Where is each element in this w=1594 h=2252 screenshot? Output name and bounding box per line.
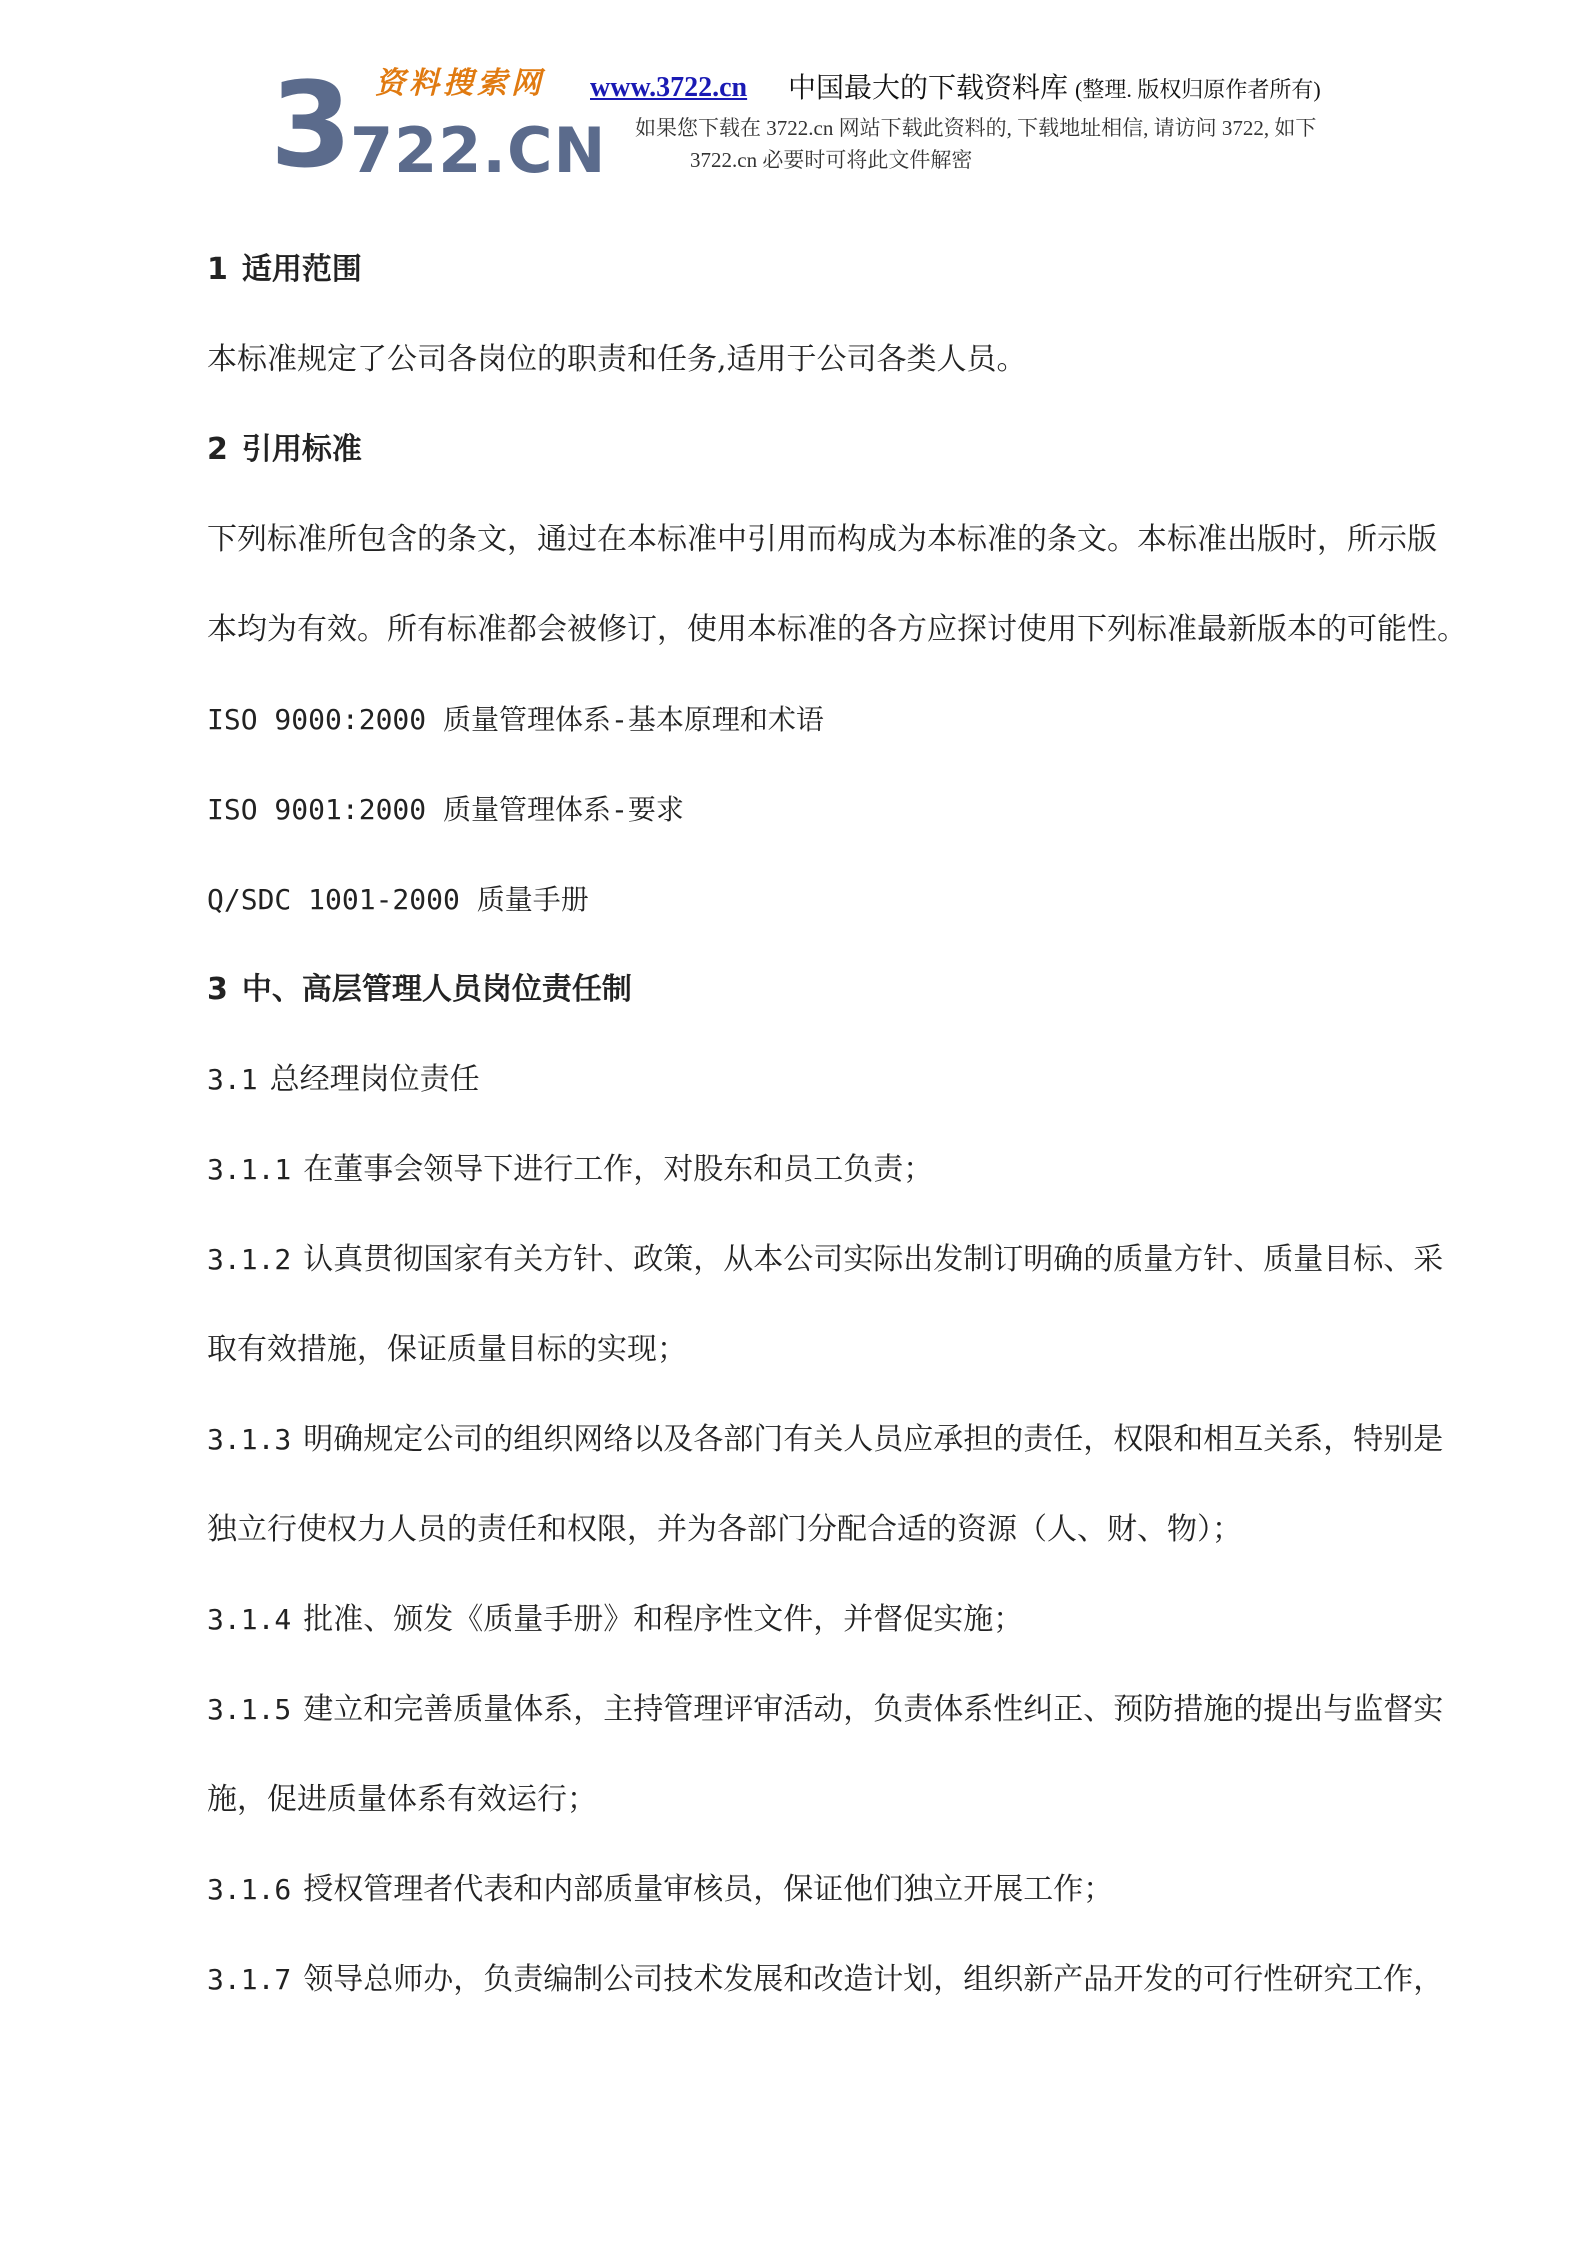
line-text: 在董事会领导下进行工作，对股东和员工负责； <box>303 1152 934 1187</box>
line-text: 授权管理者代表和内部质量审核员，保证他们独立开展工作； <box>303 1872 1114 1907</box>
clause-number: 1 <box>207 252 228 287</box>
page-header <box>270 56 1470 194</box>
clause-number: 3.1.6 <box>207 1873 292 1906</box>
line-text: 引用标准 <box>241 432 362 467</box>
clause-number: 3 <box>207 972 228 1007</box>
site-url-link[interactable]: www.3722.cn <box>590 72 748 103</box>
body-paragraph-line <box>207 1770 1507 1860</box>
clause-number: 3.1.2 <box>207 1243 292 1276</box>
line-text: 适用范围 <box>241 252 362 287</box>
line-text: 取有效措施，保证质量目标的实现； <box>207 1332 687 1367</box>
line-text: 总经理岗位责任 <box>269 1062 480 1097</box>
section-heading <box>207 420 1507 510</box>
line-text: Q/SDC 1001-2000 质量手册 <box>207 883 589 916</box>
line-text: ISO 9000:2000 质量管理体系-基本原理和术语 <box>207 703 824 736</box>
body-paragraph-line <box>207 600 1507 690</box>
site-logo[interactable] <box>270 56 607 194</box>
slogan-text: 中国最大的下载资料库 <box>788 73 1069 104</box>
clause-number: 2 <box>207 432 228 467</box>
clause-number: 3.1.7 <box>207 1963 292 1996</box>
line-text: 独立行使权力人员的责任和权限，并为各部门分配合适的资源（人、财、物）； <box>207 1512 1242 1547</box>
line-text: 批准、颁发《质量手册》和程序性文件，并督促实施； <box>303 1602 1024 1637</box>
line-text: 建立和完善质量体系，主持管理评审活动，负责体系性纠正、预防措施的提出与监督实 <box>303 1692 1444 1727</box>
logo-domain: 722.CN <box>350 114 607 187</box>
clause-number: 3.1.1 <box>207 1153 292 1186</box>
line-text: 本均为有效。所有标准都会被修订，使用本标准的各方应探讨使用下列标准最新版本的可能性。 <box>207 612 1467 647</box>
clause-number: 3.1.4 <box>207 1603 292 1636</box>
body-paragraph-line <box>207 780 1507 870</box>
line-text: ISO 9001:2000 质量管理体系-要求 <box>207 793 684 826</box>
body-paragraph-line <box>207 1860 1507 1950</box>
site-slogan <box>788 72 1321 107</box>
body-paragraph-line <box>207 1680 1507 1770</box>
body-paragraph-line <box>207 1590 1507 1680</box>
line-text: 本标准规定了公司各岗位的职责和任务,适用于公司各类人员。 <box>207 342 1027 377</box>
line-text: 施，促进质量体系有效运行； <box>207 1782 597 1817</box>
download-notice-line-2: 3722.cn 必要时可将此文件解密 <box>690 148 973 172</box>
line-text: 明确规定公司的组织网络以及各部门有关人员应承担的责任，权限和相互关系，特别是 <box>303 1422 1444 1457</box>
body-paragraph-line <box>207 1950 1507 2040</box>
logo-digit: 3 <box>270 56 351 194</box>
body-paragraph-line <box>207 510 1507 600</box>
clause-number: 3.1.5 <box>207 1693 292 1726</box>
section-heading <box>207 240 1507 330</box>
body-paragraph-line <box>207 690 1507 780</box>
body-paragraph-line <box>207 870 1507 960</box>
body-paragraph-line <box>207 330 1507 420</box>
clause-number: 3.1.3 <box>207 1423 292 1456</box>
body-paragraph-line <box>207 1410 1507 1500</box>
slogan-note: (整理. 版权归原作者所有) <box>1075 77 1321 102</box>
download-notice-line-1: 如果您下载在 3722.cn 网站下载此资料的, 下载地址相信, 请访问 3722, 如下 <box>635 116 1317 140</box>
body-paragraph-line <box>207 1500 1507 1590</box>
clause-number: 3.1 <box>207 1063 258 1096</box>
body-paragraph-line <box>207 1050 1507 1140</box>
section-heading <box>207 960 1507 1050</box>
line-text: 中、高层管理人员岗位责任制 <box>241 972 632 1007</box>
line-text: 认真贯彻国家有关方针、政策，从本公司实际出发制订明确的质量方针、质量目标、采 <box>303 1242 1444 1277</box>
logo-chinese-title: 资料搜索网 <box>375 66 545 101</box>
line-text: 下列标准所包含的条文，通过在本标准中引用而构成为本标准的条文。本标准出版时，所示版 <box>207 522 1437 557</box>
document-body <box>207 240 1507 2040</box>
body-paragraph-line <box>207 1230 1507 1320</box>
body-paragraph-line <box>207 1320 1507 1410</box>
line-text: 领导总师办，负责编制公司技术发展和改造计划，组织新产品开发的可行性研究工作， <box>303 1962 1444 1997</box>
body-paragraph-line <box>207 1140 1507 1230</box>
